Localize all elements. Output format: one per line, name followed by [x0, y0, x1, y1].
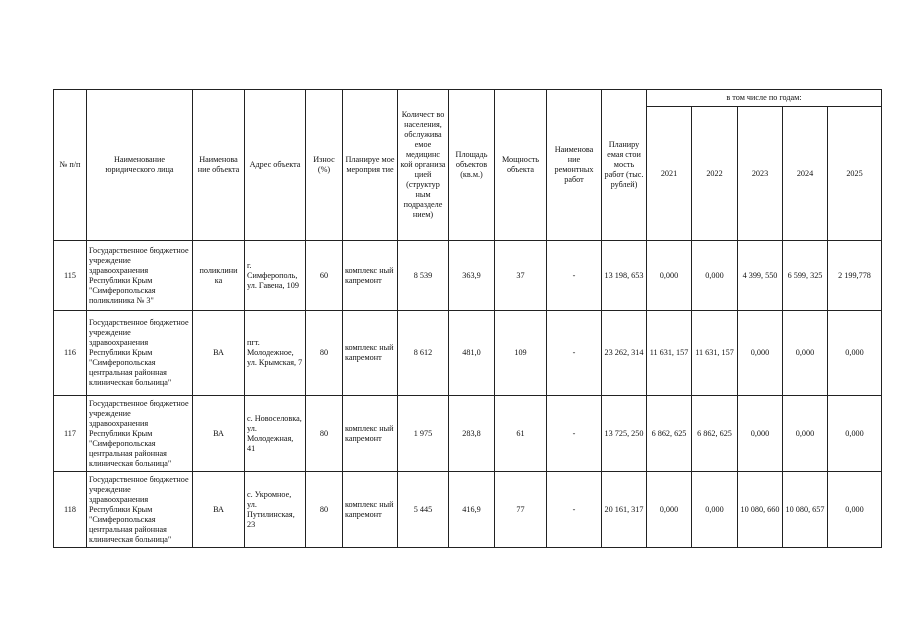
- row-wear: 60: [306, 241, 343, 311]
- row-year-2023: 0,000: [738, 311, 783, 396]
- row-year-2023: 0,000: [738, 396, 783, 472]
- row-population: 8 612: [398, 311, 449, 396]
- row-works: -: [547, 241, 602, 311]
- row-capacity: 109: [495, 311, 547, 396]
- header-cost: Планиру емая стои мость работ (тыс. рублей): [602, 90, 647, 241]
- row-address: с. Новоселовка, ул. Молодежная, 41: [245, 396, 306, 472]
- row-obj-name: ВА: [193, 396, 245, 472]
- header-obj-name: Наименова ние объекта: [193, 90, 245, 241]
- row-year-2021: 0,000: [647, 241, 692, 311]
- row-planned: комплекс ный капремонт: [343, 241, 398, 311]
- row-wear: 80: [306, 311, 343, 396]
- row-year-2022: 11 631, 157: [692, 311, 738, 396]
- row-obj-name: ВА: [193, 472, 245, 548]
- row-year-2021: 11 631, 157: [647, 311, 692, 396]
- row-num: 117: [54, 396, 87, 472]
- row-year-2024: 6 599, 325: [783, 241, 828, 311]
- table-row: [54, 396, 882, 472]
- row-year-2025: 0,000: [828, 396, 882, 472]
- header-area: Площадь объектов (кв.м.): [449, 90, 495, 241]
- row-year-2021: 6 862, 625: [647, 396, 692, 472]
- row-org: Государственное бюджетное учреждение здравоохранения Республики Крым "Симферопольская центральная районная клиническая больница": [87, 472, 193, 548]
- row-works: -: [547, 311, 602, 396]
- row-year-2023: 10 080, 660: [738, 472, 783, 548]
- row-org: Государственное бюджетное учреждение здравоохранения Республики Крым "Симферопольская центральная районная клиническая больница": [87, 311, 193, 396]
- header-year-2025: 2025: [828, 107, 882, 241]
- row-year-2023: 4 399, 550: [738, 241, 783, 311]
- row-year-2025: 0,000: [828, 311, 882, 396]
- row-year-2022: 6 862, 625: [692, 396, 738, 472]
- header-address: Адрес объекта: [245, 90, 306, 241]
- row-works: -: [547, 472, 602, 548]
- row-capacity: 37: [495, 241, 547, 311]
- row-area: 416,9: [449, 472, 495, 548]
- row-year-2022: 0,000: [692, 241, 738, 311]
- row-org: Государственное бюджетное учреждение здравоохранения Республики Крым "Симферопольская центральная районная клиническая больница": [87, 396, 193, 472]
- row-area: 283,8: [449, 396, 495, 472]
- row-planned: комплекс ный капремонт: [343, 472, 398, 548]
- table-row: [54, 311, 882, 396]
- row-area: 363,9: [449, 241, 495, 311]
- table-row: [54, 241, 882, 311]
- header-num: № п/п: [54, 90, 87, 241]
- header-planned: Планируе мое мероприя тие: [343, 90, 398, 241]
- row-cost: 20 161, 317: [602, 472, 647, 548]
- row-year-2024: 0,000: [783, 311, 828, 396]
- row-cost: 13 198, 653: [602, 241, 647, 311]
- row-wear: 80: [306, 396, 343, 472]
- header-year-2022: 2022: [692, 107, 738, 241]
- header-population: Количест во населения, обслужива емое медицинс кой организа цией (структур ным подразделе нием): [398, 90, 449, 241]
- row-org: Государственное бюджетное учреждение здравоохранения Республики Крым "Симферопольская поликлиника № 3": [87, 241, 193, 311]
- table-row: [54, 472, 882, 548]
- header-year-2021: 2021: [647, 107, 692, 241]
- row-population: 1 975: [398, 396, 449, 472]
- repair-plan-table: [53, 89, 882, 548]
- row-obj-name: ВА: [193, 311, 245, 396]
- row-obj-name: поликлини ка: [193, 241, 245, 311]
- row-address: с. Укромное, ул. Путилинская, 23: [245, 472, 306, 548]
- row-year-2024: 10 080, 657: [783, 472, 828, 548]
- row-planned: комплекс ный капремонт: [343, 311, 398, 396]
- row-num: 115: [54, 241, 87, 311]
- header-year-2023: 2023: [738, 107, 783, 241]
- row-population: 5 445: [398, 472, 449, 548]
- row-num: 116: [54, 311, 87, 396]
- row-cost: 23 262, 314: [602, 311, 647, 396]
- row-year-2024: 0,000: [783, 396, 828, 472]
- header-works: Наименова ние ремонтных работ: [547, 90, 602, 241]
- row-address: г. Симферополь, ул. Гавена, 109: [245, 241, 306, 311]
- row-cost: 13 725, 250: [602, 396, 647, 472]
- header-org: Наименование юридического лица: [87, 90, 193, 241]
- row-num: 118: [54, 472, 87, 548]
- row-area: 481,0: [449, 311, 495, 396]
- row-capacity: 61: [495, 396, 547, 472]
- row-population: 8 539: [398, 241, 449, 311]
- row-year-2021: 0,000: [647, 472, 692, 548]
- row-year-2022: 0,000: [692, 472, 738, 548]
- row-wear: 80: [306, 472, 343, 548]
- row-planned: комплекс ный капремонт: [343, 396, 398, 472]
- header-wear: Износ (%): [306, 90, 343, 241]
- row-address: пгт. Молодежное, ул. Крымская, 7: [245, 311, 306, 396]
- header-by-years: в том числе по годам:: [647, 90, 882, 107]
- row-year-2025: 0,000: [828, 472, 882, 548]
- header-year-2024: 2024: [783, 107, 828, 241]
- header-capacity: Мощность объекта: [495, 90, 547, 241]
- row-year-2025: 2 199,778: [828, 241, 882, 311]
- row-capacity: 77: [495, 472, 547, 548]
- header-row-top: [54, 90, 882, 107]
- row-works: -: [547, 396, 602, 472]
